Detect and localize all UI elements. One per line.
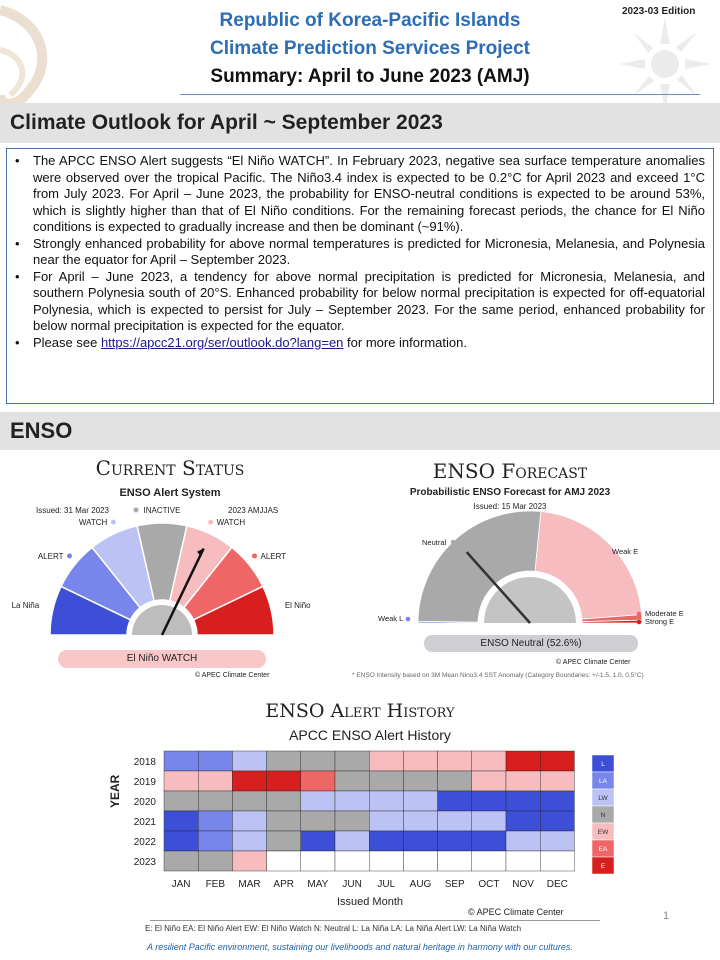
heatmap-month-label: OCT <box>478 879 500 890</box>
heatmap-cells <box>164 751 574 871</box>
forecast-copyright: © APEC Climate Center <box>556 659 631 666</box>
heatmap-cell <box>164 751 198 771</box>
outlook-link[interactable]: https://apcc21.org/ser/outlook.do?lang=en <box>100 334 344 350</box>
heatmap-cell <box>198 791 232 811</box>
alert-copyright: © APEC Climate Center <box>195 672 270 679</box>
legend-label: EA <box>598 846 608 853</box>
outlook-bullet: • Strongly enhanced probability for above normal temperatures is predicted for Micronesia, Melanesia, and Polynesia near the equator for April – September 2023. <box>33 236 705 269</box>
heatmap-cell <box>232 751 266 771</box>
alert-history-heading: ENSO Alert History <box>265 700 455 722</box>
forecast-issued-date: Issued: 15 Mar 2023 <box>473 502 547 511</box>
heatmap-month-label: MAY <box>307 879 329 890</box>
heatmap-month-labels <box>172 879 568 890</box>
heatmap-cell <box>369 851 403 871</box>
legend-label: N <box>600 812 606 819</box>
heatmap-cell <box>438 811 472 831</box>
alert-period: 2023 AMJJAS <box>228 506 279 515</box>
heatmap-cell <box>506 831 540 851</box>
alert-gauge <box>50 523 274 635</box>
heatmap-cell <box>198 831 232 851</box>
forecast-label-dot <box>637 612 642 617</box>
alert-gauge-hub <box>132 605 192 635</box>
heatmap-year-label: 2023 <box>133 857 156 868</box>
alert-status-pill: El Niño WATCH <box>58 650 266 668</box>
heatmap-cell <box>267 771 301 791</box>
outlook-bullet: • For April – June 2023, a tendency for above normal precipitation is predicted for Micronesia, Melanesia, and southern Polynesia south of 20°S. Enhanced probability for below normal precipitation is expected for off-equatorial Polynesia, which is expected to persist for July – September 2023. For the same period, enhanced probability for below normal precipitation is expected for the equator. <box>33 269 705 335</box>
legend-label: EW <box>597 829 609 836</box>
heatmap-cell <box>438 831 472 851</box>
heatmap-month-label: JAN <box>171 879 191 890</box>
heatmap-cell <box>335 831 369 851</box>
alert-label-dot <box>134 508 139 513</box>
page-number: 1 <box>663 910 670 922</box>
enso-title-band <box>0 412 720 450</box>
heatmap-cell <box>164 831 198 851</box>
link-prefix: Please see <box>33 334 101 350</box>
alert-label: WATCH <box>216 518 246 528</box>
heatmap-year-label: 2019 <box>133 777 156 788</box>
alert-label-dot <box>252 553 257 558</box>
footer-tagline: A resilient Pacific environment, sustaining our livelihoods and natural heritage in harmony with our cultures. <box>147 942 573 952</box>
heatmap-cell <box>403 851 437 871</box>
outlook-box <box>6 148 714 404</box>
heatmap-cell <box>267 851 301 871</box>
outlook-bullets <box>33 153 705 351</box>
heatmap-cell <box>267 751 301 771</box>
heatmap-cell <box>369 811 403 831</box>
heatmap-cell <box>335 751 369 771</box>
sun-emblem-icon <box>615 14 715 114</box>
header-line-1: Republic of Korea-Pacific Islands <box>219 10 521 31</box>
footer-legend: E: El Niño EA: El Niño Alert EW: El Niño Watch N: Neutral L: La Niña LA: La Niña Alert LW: La Niña Watch <box>145 924 522 933</box>
heatmap-year-label: 2022 <box>133 837 156 848</box>
outlook-title: Climate Outlook for April ~ September 2023 <box>10 111 443 134</box>
heatmap-cell <box>403 771 437 791</box>
history-chart-title: APCC ENSO Alert History <box>289 727 451 743</box>
heatmap-month-label: APR <box>273 879 294 890</box>
heatmap-cell <box>198 771 232 791</box>
heatmap-month-label: JUN <box>342 879 362 890</box>
alert-label-dot <box>111 520 116 525</box>
forecast-title: Probabilistic ENSO Forecast for AMJ 2023 <box>409 487 611 498</box>
heatmap-cell <box>232 851 266 871</box>
heatmap-cell <box>472 811 506 831</box>
forecast-label: Moderate E <box>645 609 684 618</box>
history-y-axis-label: YEAR <box>108 774 122 808</box>
enso-title: ENSO <box>10 418 73 443</box>
heatmap-cell <box>403 831 437 851</box>
heatmap-cell <box>472 791 506 811</box>
heatmap-cell <box>540 851 574 871</box>
forecast-gauge-hub <box>484 577 576 623</box>
heatmap-year-label: 2018 <box>133 757 156 768</box>
heatmap-cell <box>232 791 266 811</box>
alert-label: ALERT <box>260 551 287 561</box>
forecast-label-dot <box>605 549 610 554</box>
heatmap-cell <box>506 771 540 791</box>
heatmap-month-label: SEP <box>444 879 465 890</box>
heatmap-cell <box>472 831 506 851</box>
forecast-label: Neutral <box>422 538 447 547</box>
legend-label: E <box>600 863 606 870</box>
alert-label: La Niña <box>11 600 40 610</box>
alert-label: INACTIVE <box>143 506 181 515</box>
heatmap-cell <box>540 771 574 791</box>
forecast-label: Weak E <box>612 547 639 556</box>
forecast-gauge <box>418 511 642 623</box>
heatmap-cell <box>335 851 369 871</box>
heatmap-cell <box>335 791 369 811</box>
heatmap-month-label: DEC <box>546 879 568 890</box>
heatmap-cell <box>335 771 369 791</box>
heatmap-month-label: AUG <box>409 879 432 890</box>
heatmap-cell <box>540 831 574 851</box>
history-copyright: © APEC Climate Center <box>468 907 564 917</box>
heatmap-cell <box>438 771 472 791</box>
legend-label: LW <box>598 795 608 802</box>
heatmap-year-labels <box>134 757 157 868</box>
forecast-label: Weak L <box>378 614 404 623</box>
heatmap-cell <box>232 831 266 851</box>
forecast-label-dot <box>406 617 411 622</box>
heatmap-cell <box>506 811 540 831</box>
heatmap-cell <box>164 791 198 811</box>
heatmap-cell <box>438 851 472 871</box>
heatmap-month-label: MAR <box>238 879 261 890</box>
heatmap-year-label: 2021 <box>133 817 156 828</box>
legend-label: L <box>601 761 605 768</box>
heatmap-cell <box>403 791 437 811</box>
history-x-axis-label: Issued Month <box>336 896 404 908</box>
heatmap-cell <box>506 791 540 811</box>
heatmap-month-label: NOV <box>512 879 534 890</box>
alert-label-dot <box>67 553 72 558</box>
heatmap-cell <box>198 811 232 831</box>
heatmap-cell <box>198 851 232 871</box>
heatmap-cell <box>540 811 574 831</box>
header-divider <box>180 94 700 95</box>
outlook-title-band <box>0 103 720 143</box>
heatmap-cell <box>164 771 198 791</box>
footer-divider <box>150 920 600 921</box>
heatmap-month-label: JUL <box>377 879 396 890</box>
heatmap-cell <box>403 811 437 831</box>
heatmap-cell <box>232 811 266 831</box>
heatmap-cell <box>506 851 540 871</box>
heatmap-cell <box>369 791 403 811</box>
heatmap-cell <box>335 811 369 831</box>
heatmap-cell <box>301 851 335 871</box>
heatmap-cell <box>438 751 472 771</box>
alert-label: El Niño <box>284 600 311 610</box>
heatmap-cell <box>540 791 574 811</box>
heatmap-cell <box>438 791 472 811</box>
heatmap-cell <box>301 811 335 831</box>
heatmap-cell <box>267 831 301 851</box>
forecast-label: Strong E <box>645 617 675 626</box>
heatmap-cell <box>164 851 198 871</box>
header-summary-title: Summary: April to June 2023 (AMJ) <box>210 66 530 87</box>
heatmap-year-label: 2020 <box>133 797 156 808</box>
forecast-result-pill: ENSO Neutral (52.6%) <box>424 635 638 652</box>
heatmap-cell <box>472 851 506 871</box>
alert-issued-date: Issued: 31 Mar 2023 <box>36 506 109 515</box>
heatmap-cell <box>301 791 335 811</box>
heatmap-cell <box>369 831 403 851</box>
forecast-gauge-chart <box>360 515 700 645</box>
heatmap-cell <box>472 771 506 791</box>
heatmap-cell <box>369 751 403 771</box>
enso-forecast-heading: ENSO Forecast <box>432 459 588 483</box>
heatmap-cell <box>164 811 198 831</box>
heatmap-cell <box>506 751 540 771</box>
heatmap-cell <box>301 751 335 771</box>
alert-label-dot <box>208 520 213 525</box>
heatmap-cell <box>540 751 574 771</box>
forecast-label-dot <box>451 540 456 545</box>
heatmap-cell <box>369 771 403 791</box>
alert-system-title: ENSO Alert System <box>119 487 221 499</box>
alert-label: ALERT <box>37 551 64 561</box>
heatmap-cell <box>472 751 506 771</box>
heatmap-cell <box>403 751 437 771</box>
history-heatmap-chart <box>100 745 640 915</box>
outlook-link-bullet <box>33 335 705 352</box>
heatmap-month-label: FEB <box>205 879 226 890</box>
heatmap-cell <box>267 791 301 811</box>
forecast-label-dot <box>637 620 642 625</box>
legend-label: LA <box>599 778 607 785</box>
header-line-2: Climate Prediction Services Project <box>210 38 530 59</box>
heatmap-cell <box>198 751 232 771</box>
heatmap-legend <box>592 755 614 874</box>
forecast-note: * ENSO Intensity based on 3M Mean Nino3.4 SST Anomaly (Category Boundaries: +/-1.5, 1.0, 0.5°C) <box>352 672 644 679</box>
current-status-heading: Current Status <box>95 456 245 480</box>
link-suffix: for more information. <box>343 334 467 350</box>
heatmap-cell <box>232 771 266 791</box>
edition-label: 2023-03 Edition <box>622 6 696 17</box>
heatmap-cell <box>267 811 301 831</box>
alert-label: WATCH <box>78 518 108 528</box>
heatmap-cell <box>301 771 335 791</box>
heatmap-cell <box>301 831 335 851</box>
outlook-bullet: • The APCC ENSO Alert suggests “El Niño WATCH”. In February 2023, negative sea surface temperature anomalies were observed over the tropical Pacific. The Niño3.4 index is expected to be 0.2°C for April 2023 and exceed 1°C from July 2023. For April – June 2023, the probability for ENSO-neutral conditions is expected to be around 53%, which is slightly higher than that of El Niño conditions. For the remaining forecast periods, the chance for El Niño conditions is expected to gradually increase and then be dominant (~91%). <box>33 153 705 236</box>
